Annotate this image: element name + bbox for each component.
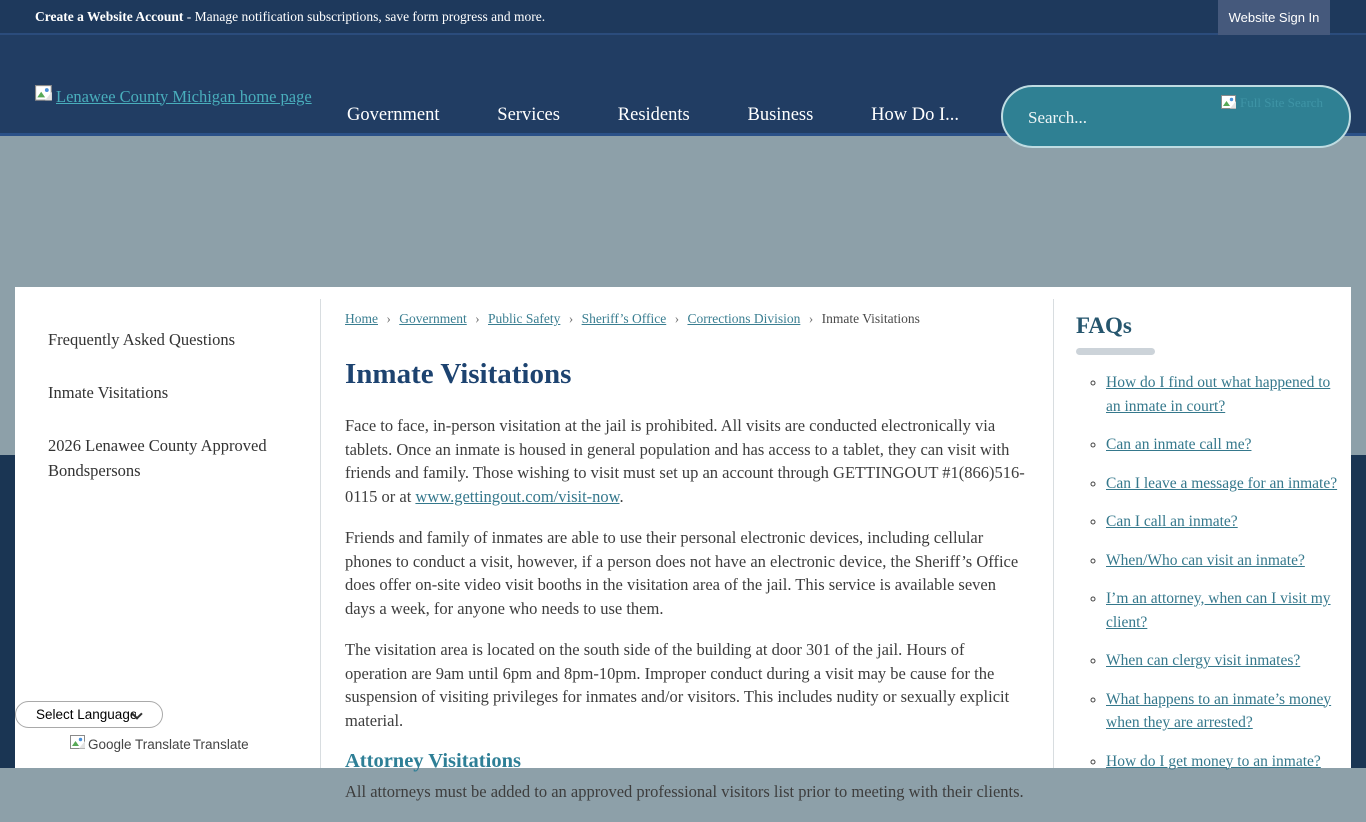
breadcrumb-separator: › [808, 311, 814, 326]
content-card [15, 287, 1351, 801]
paragraph-text: Face to face, in-person visitation at the jail is prohibited. All visits are conducted electronically via tablets. Once an inmate is housed in general population and has access to a tablet, they can visit with friends and family. Those wishing to visit must set up an account through GETTINGOUT #1(866)516-0115 or at [345, 416, 1025, 506]
paragraph-devices: Friends and family of inmates are able to use their personal electronic devices, including cellular phones to conduct a visit, however, if a person does not have an electronic device, the Sheriff’s Office does offer on-site video visit booths in the visitation area of the jail. This service is available seven days a week, for anyone who needs to use them. [345, 528, 1019, 618]
faq-list-item [1106, 587, 1344, 634]
home-logo-link[interactable] [35, 85, 312, 108]
broken-image-icon [35, 85, 53, 108]
section-sidebar [48, 327, 293, 511]
faq-list-item [1106, 750, 1344, 774]
account-promo-text: - Manage notification subscriptions, save form progress and more. [183, 9, 546, 24]
breadcrumb-government[interactable]: Government [399, 311, 467, 326]
nav-government[interactable]: Government [347, 105, 440, 125]
main-content [345, 311, 1029, 822]
nav-business[interactable]: Business [747, 105, 814, 125]
faq-link-who-can-visit[interactable]: When/Who can visit an inmate? [1106, 551, 1305, 569]
faq-link-attorney-visit[interactable]: I’m an attorney, when can I visit my client? [1106, 590, 1331, 631]
google-translate-alt-text: Google Translate [88, 737, 191, 752]
create-account-link[interactable]: Create a Website Account [35, 9, 184, 24]
faq-link-leave-message[interactable]: Can I leave a message for an inmate? [1106, 474, 1338, 492]
faq-list-item [1106, 472, 1344, 496]
paragraph-text: . [619, 486, 624, 506]
nav-how-do-i[interactable]: How Do I... [871, 105, 959, 125]
faq-list [1076, 371, 1344, 773]
faq-link-clergy-visit[interactable]: When can clergy visit inmates? [1106, 652, 1301, 669]
site-search [1001, 85, 1351, 148]
sidebar-item-bondspersons[interactable]: 2026 Lenawee County Approved Bondspersons [48, 436, 267, 480]
faq-list-item [1106, 371, 1344, 418]
breadcrumb-home[interactable]: Home [345, 311, 378, 326]
breadcrumb-corrections-division[interactable]: Corrections Division [687, 311, 801, 326]
top-utility-bar [0, 0, 1366, 35]
paragraph-visitation-area: The visitation area is located on the south side of the building at door 301 of the jail. Hours of operation are 9am until 6pm and 8pm-10pm. Improper conduct during a visit may be cause for the suspension of visiting privileges for inmates and/or visitors. This includes nudity or sexually explicit material. [345, 640, 1010, 730]
nav-services[interactable]: Services [497, 105, 560, 125]
faq-panel [1076, 312, 1344, 788]
faq-link-get-money-to-inmate[interactable]: How do I get money to an inmate? [1106, 752, 1321, 770]
google-translate-link[interactable] [70, 735, 249, 754]
logo-alt-text: Lenawee County Michigan home page [56, 86, 312, 106]
faq-list-item [1106, 433, 1344, 457]
faq-link-call-inmate[interactable]: Can I call an inmate? [1106, 513, 1238, 530]
faq-list-item [1106, 510, 1344, 534]
site-header [0, 35, 1366, 136]
attorney-visitations-heading: Attorney Visitations [345, 750, 521, 772]
breadcrumb-current-page: Inmate Visitations [821, 311, 920, 326]
broken-image-icon [70, 735, 86, 754]
website-sign-in-button[interactable]: Website Sign In [1218, 0, 1330, 35]
language-select[interactable] [15, 701, 163, 728]
account-promo [35, 9, 545, 25]
sidebar-item-inmate-visitations[interactable]: Inmate Visitations [48, 383, 169, 402]
right-column-divider [1053, 299, 1054, 768]
gettingout-link[interactable]: www.gettingout.com/visit-now [415, 486, 620, 506]
faq-link-inmate-money[interactable]: What happens to an inmate’s money when they are arrested? [1106, 690, 1332, 731]
search-input[interactable] [1028, 103, 1213, 133]
breadcrumb-separator: › [568, 311, 574, 326]
left-column-divider [320, 299, 321, 768]
page-title: Inmate Visitations [345, 358, 572, 390]
main-navigation [347, 105, 959, 126]
faq-link-court[interactable]: How do I find out what happened to an inmate in court? [1106, 374, 1331, 415]
nav-residents[interactable]: Residents [617, 105, 690, 125]
translate-label: Translate [192, 737, 249, 752]
faq-list-item [1106, 549, 1344, 573]
search-button-alt-text: Full Site Search [1240, 95, 1324, 110]
breadcrumb-separator: › [475, 311, 480, 326]
faq-panel-title: FAQs [1076, 313, 1132, 338]
breadcrumb-sheriffs-office[interactable]: Sheriff’s Office [581, 311, 667, 326]
paragraph-attorney: All attorneys must be added to an approved professional visitors list prior to meeting with their clients. [345, 782, 1024, 801]
breadcrumb-separator: › [674, 311, 680, 326]
broken-image-icon [1221, 95, 1237, 114]
search-submit-button[interactable] [1221, 95, 1323, 114]
faq-list-item [1106, 649, 1344, 673]
faq-link-inmate-call[interactable]: Can an inmate call me? [1106, 436, 1252, 453]
breadcrumb [345, 311, 1029, 327]
faq-title-underline [1076, 348, 1155, 355]
faq-list-item [1106, 688, 1344, 735]
sidebar-item-faq[interactable]: Frequently Asked Questions [48, 330, 235, 349]
breadcrumb-public-safety[interactable]: Public Safety [487, 311, 561, 326]
paragraph-visitation-policy [345, 414, 1029, 508]
breadcrumb-separator: › [386, 311, 391, 326]
